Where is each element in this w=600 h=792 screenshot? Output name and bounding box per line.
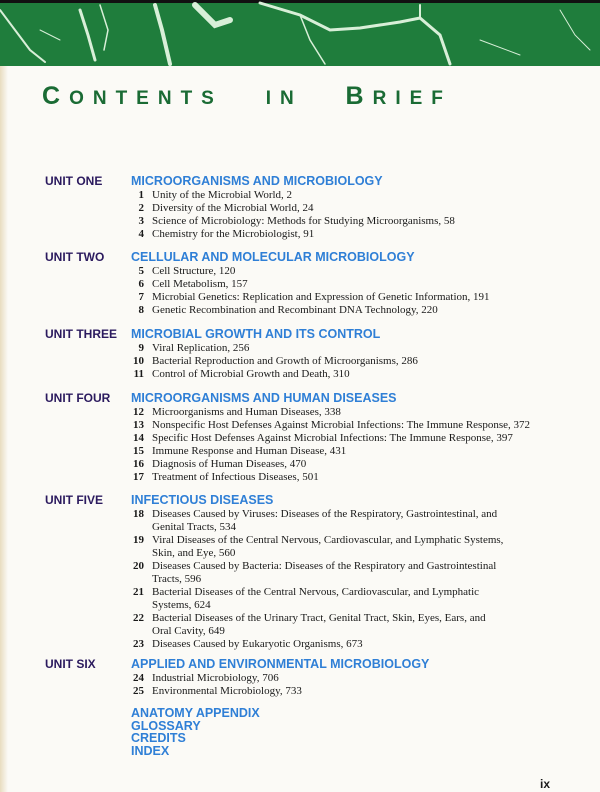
- chapter-number: 20: [133, 560, 144, 572]
- chapter-number: 8: [138, 304, 144, 316]
- chapter-number: 9: [138, 342, 144, 354]
- chapter-entry[interactable]: [0, 432, 530, 445]
- chapter-entry[interactable]: [0, 508, 503, 534]
- unit-label: UNIT THREE: [45, 327, 117, 341]
- page-title: [42, 82, 452, 111]
- chapter-entry[interactable]: [0, 228, 455, 241]
- chapter-title-line: Viral Replication, 256: [152, 342, 250, 354]
- chapter-entry[interactable]: [0, 202, 455, 215]
- marble-header-band: [0, 0, 600, 66]
- title-initial: C: [42, 82, 70, 110]
- chapter-entry[interactable]: [0, 534, 503, 560]
- chapter-title-line: Tracts, 596: [152, 573, 202, 585]
- unit-label: UNIT SIX: [45, 657, 96, 671]
- chapter-number: 6: [138, 278, 144, 290]
- chapter-entry[interactable]: [0, 458, 530, 471]
- unit-label: UNIT TWO: [45, 250, 105, 264]
- chapter-number: 13: [133, 419, 144, 431]
- chapter-entry[interactable]: [0, 278, 490, 291]
- unit-heading[interactable]: INFECTIOUS DISEASES: [131, 493, 274, 507]
- unit-heading[interactable]: MICROORGANISMS AND HUMAN DISEASES: [131, 391, 397, 405]
- chapter-number: 24: [133, 672, 144, 684]
- chapter-number: 12: [133, 406, 144, 418]
- title-rest: ONTENTS: [69, 88, 223, 109]
- chapter-entry[interactable]: [0, 471, 530, 484]
- chapter-number: 2: [138, 202, 144, 214]
- chapter-title-line: Diagnosis of Human Diseases, 470: [152, 458, 307, 470]
- chapter-list: [0, 265, 490, 317]
- chapter-title-line: Cell Metabolism, 157: [152, 278, 248, 290]
- unit-label: UNIT ONE: [45, 174, 103, 188]
- title-initial: B: [345, 82, 373, 110]
- chapter-title-line: Diseases Caused by Bacteria: Diseases of the Respiratory and Gastrointestinal: [152, 560, 497, 572]
- chapter-list: [0, 189, 455, 241]
- chapter-number: 16: [133, 458, 144, 470]
- chapter-title-line: Cell Structure, 120: [152, 265, 236, 277]
- chapter-title-line: Environmental Microbiology, 733: [152, 685, 302, 697]
- chapter-title-line: Microbial Genetics: Replication and Expression of Genetic Information, 191: [152, 291, 490, 303]
- chapter-entry[interactable]: [0, 304, 490, 317]
- back-matter-glossary[interactable]: GLOSSARY: [131, 718, 201, 733]
- chapter-entry[interactable]: [0, 419, 530, 432]
- title-rest: N: [279, 88, 303, 109]
- chapter-title-line: Bacterial Diseases of the Central Nervous, Cardiovascular, and Lymphatic: [152, 586, 480, 598]
- marble-veins-graphic: [0, 0, 600, 66]
- chapter-entry[interactable]: [0, 265, 490, 278]
- chapter-title-line: Treatment of Infectious Diseases, 501: [152, 471, 319, 483]
- title-rest: RIEF: [372, 88, 452, 109]
- chapter-title-line: Chemistry for the Microbiologist, 91: [152, 228, 315, 240]
- chapter-number: 3: [138, 215, 144, 227]
- chapter-title-line: Immune Response and Human Disease, 431: [152, 445, 347, 457]
- chapter-entry[interactable]: [0, 586, 503, 612]
- chapter-list: [0, 406, 530, 484]
- chapter-number: 25: [133, 685, 144, 697]
- chapter-title-line: Diseases Caused by Eukaryotic Organisms, 673: [152, 638, 363, 650]
- back-matter-index[interactable]: INDEX: [131, 743, 170, 758]
- back-matter-credits[interactable]: CREDITS: [131, 731, 186, 745]
- unit-heading[interactable]: MICROORGANISMS AND MICROBIOLOGY: [131, 174, 383, 188]
- chapter-title-line: Bacterial Diseases of the Urinary Tract, Genital Tract, Skin, Eyes, Ears, and: [152, 612, 486, 624]
- chapter-title-line: Viral Diseases of the Central Nervous, Cardiovascular, and Lymphatic Systems,: [152, 534, 504, 546]
- chapter-entry[interactable]: [0, 612, 503, 638]
- chapter-title-line: Specific Host Defenses Against Microbial Infections: The Immune Response, 397: [152, 432, 513, 444]
- unit-heading[interactable]: APPLIED AND ENVIRONMENTAL MICROBIOLOGY: [131, 657, 430, 671]
- chapter-title-line: Skin, and Eye, 560: [152, 547, 236, 559]
- back-matter: [131, 707, 260, 757]
- chapter-number: 18: [133, 508, 144, 520]
- chapter-entry[interactable]: [0, 406, 530, 419]
- chapter-list: [0, 508, 503, 651]
- chapter-entry[interactable]: [0, 355, 418, 368]
- chapter-entry[interactable]: [0, 672, 302, 685]
- title-word: [42, 82, 223, 110]
- unit-heading[interactable]: CELLULAR AND MOLECULAR MICROBIOLOGY: [131, 250, 415, 264]
- unit-label: UNIT FIVE: [45, 493, 104, 507]
- chapter-number: 15: [133, 445, 144, 457]
- chapter-entry[interactable]: [0, 560, 503, 586]
- chapter-number: 22: [133, 612, 144, 624]
- chapter-number: 11: [133, 368, 144, 380]
- unit-heading[interactable]: MICROBIAL GROWTH AND ITS CONTROL: [131, 327, 381, 341]
- back-matter-anatomy-appendix[interactable]: ANATOMY APPENDIX: [131, 706, 260, 720]
- chapter-entry[interactable]: [0, 368, 418, 381]
- chapter-number: 17: [133, 471, 144, 483]
- chapter-list: [0, 342, 418, 381]
- chapter-title-line: Microorganisms and Human Diseases, 338: [152, 406, 341, 418]
- chapter-title-line: Bacterial Reproduction and Growth of Microorganisms, 286: [152, 355, 418, 367]
- unit-label: UNIT FOUR: [45, 391, 111, 405]
- chapter-number: 14: [133, 432, 144, 444]
- chapter-entry[interactable]: [0, 445, 530, 458]
- title-word: [345, 82, 452, 110]
- chapter-title-line: Oral Cavity, 649: [152, 625, 225, 637]
- chapter-number: 10: [133, 355, 144, 367]
- chapter-number: 5: [138, 265, 144, 277]
- chapter-entry[interactable]: [0, 215, 455, 228]
- chapter-number: 4: [138, 228, 144, 240]
- chapter-title-line: Industrial Microbiology, 706: [152, 672, 279, 684]
- chapter-number: 19: [133, 534, 144, 546]
- chapter-entry[interactable]: [0, 638, 503, 651]
- chapter-number: 23: [133, 638, 144, 650]
- chapter-title-line: Control of Microbial Growth and Death, 310: [152, 368, 350, 380]
- chapter-title-line: Genital Tracts, 534: [152, 521, 237, 533]
- chapter-number: 7: [138, 291, 144, 303]
- chapter-title-line: Unity of the Microbial World, 2: [152, 189, 293, 201]
- chapter-title-line: Diseases Caused by Viruses: Diseases of the Respiratory, Gastrointestinal, and: [152, 508, 498, 520]
- chapter-title-line: Diversity of the Microbial World, 24: [152, 202, 314, 214]
- chapter-title-line: Genetic Recombination and Recombinant DNA Technology, 220: [152, 304, 438, 316]
- chapter-title-line: Systems, 624: [152, 599, 211, 611]
- chapter-title-line: Nonspecific Host Defenses Against Microbial Infections: The Immune Response, 372: [152, 419, 530, 431]
- chapter-entry[interactable]: [0, 342, 418, 355]
- chapter-entry[interactable]: [0, 685, 302, 698]
- chapter-list: [0, 672, 302, 698]
- page-number: ix: [540, 777, 551, 791]
- chapter-number: 1: [138, 189, 144, 201]
- chapter-entry[interactable]: [0, 291, 490, 304]
- title-initial: I: [265, 88, 280, 109]
- title-word: [266, 88, 303, 109]
- chapter-entry[interactable]: [0, 189, 455, 202]
- chapter-title-line: Science of Microbiology: Methods for Studying Microorganisms, 58: [152, 215, 455, 227]
- chapter-number: 21: [133, 586, 144, 598]
